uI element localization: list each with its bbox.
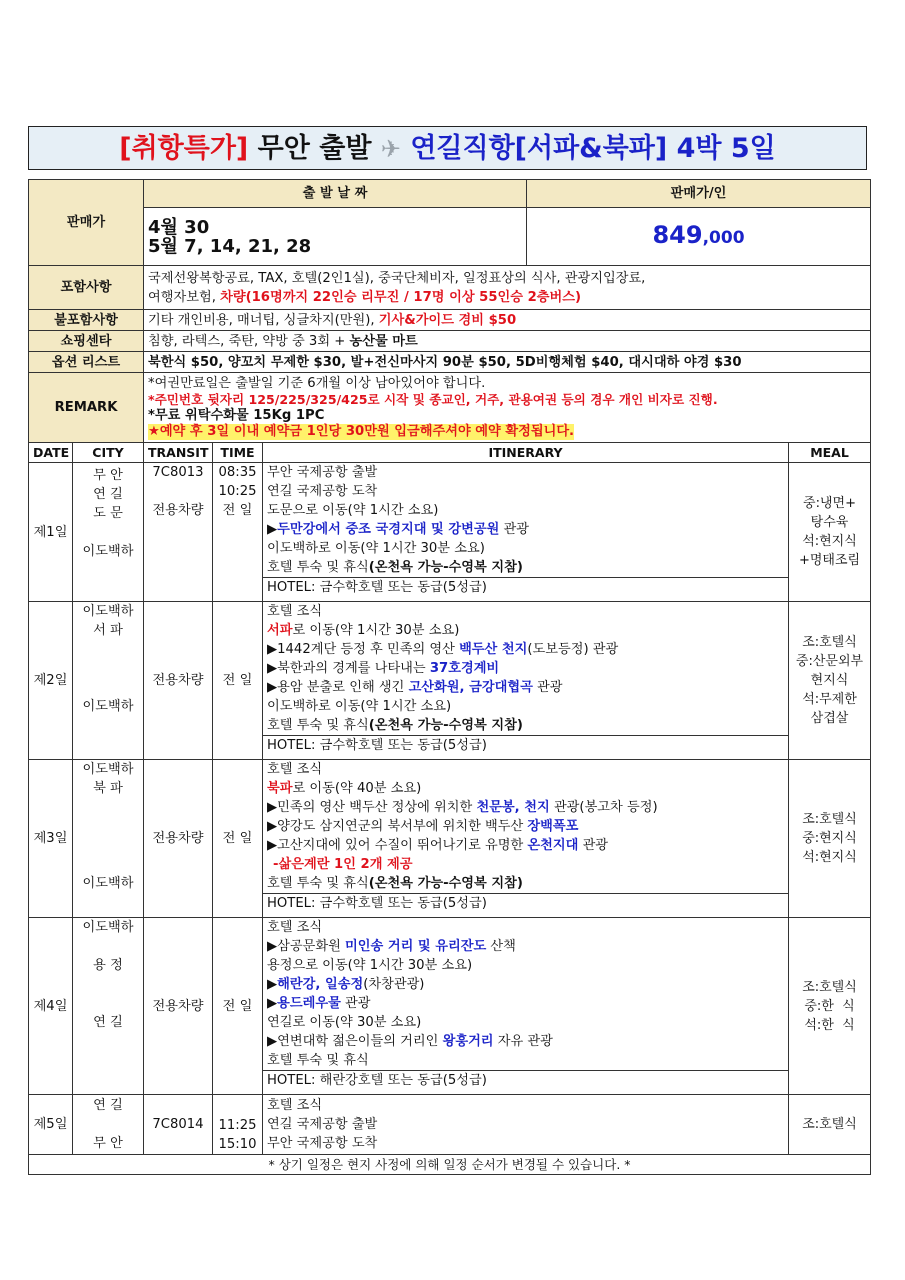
itinerary-item: 도문으로 이동(약 1시간 소요) [267, 503, 439, 518]
departure-dates [144, 208, 527, 266]
options-text: 북한식 $50, 양꼬치 무제한 $30, 발+전신마사지 90분 $50, 5D비행체험 $40, 대시대하 야경 $30 [144, 352, 871, 373]
itinerary-item: 연길 국제공항 출발 [267, 1117, 378, 1132]
day-transit: 전용차량 [144, 918, 213, 1095]
day-itinerary [263, 760, 789, 918]
day-cities [73, 463, 144, 602]
price-header: 판매가/인 [527, 180, 871, 208]
city: 이도백하 [82, 876, 134, 891]
meal: 현지식 [810, 673, 849, 688]
text: 호텔 투숙 및 휴식 [267, 718, 369, 733]
text: 호텔 투숙 및 휴식 [267, 876, 369, 891]
itinerary-item [267, 678, 784, 697]
city: 연 길 [93, 1015, 123, 1030]
included-vehicle: 차량(16명까지 22인승 리무진 / 17명 이상 55인승 2층버스) [220, 289, 581, 305]
itinerary-item: 무안 국제공항 도착 [267, 1136, 378, 1151]
city: 서 파 [93, 623, 123, 638]
flight-number: 7C8013 [152, 465, 204, 480]
col-city: CITY [73, 443, 144, 463]
city [77, 975, 139, 994]
itinerary-table [28, 179, 871, 1175]
transit [148, 482, 208, 501]
day-label: 제2일 [29, 602, 73, 760]
text: (도보등정) 관광 [527, 642, 619, 657]
highlight: 온천지대 [527, 838, 579, 853]
day-cities [73, 918, 144, 1095]
highlight: 백두산 천지 [459, 642, 528, 657]
day-transit: 7C8014 [144, 1095, 213, 1155]
city: 이도백하 [82, 699, 134, 714]
day-time: 전 일 [213, 602, 263, 760]
city: 이도백하 [82, 604, 134, 619]
transit: 전용차량 [152, 503, 204, 518]
city: 이도백하 [82, 762, 134, 777]
text: 관광(봉고차 등정) [549, 800, 658, 815]
meal: 중:냉면+ [803, 496, 856, 511]
city [77, 994, 139, 1013]
time: 15:10 [218, 1137, 257, 1152]
time: 10:25 [218, 484, 257, 499]
itinerary-item: 이도백하로 이동(약 1시간 30분 소요) [267, 541, 485, 556]
day-time [213, 463, 263, 602]
meal: 조:호텔식 [802, 979, 857, 995]
remark-line: *무료 위탁수화물 15Kg 1PC [148, 407, 325, 423]
remark-line: ★예약 후 3일 이내 예약금 1인당 30만원 입금해주셔야 예약 확정됩니다. [148, 423, 575, 439]
meal: 중:현지식 [802, 831, 857, 846]
text: ▶고산지대에 있어 수질이 뛰어나기로 유명한 [267, 838, 528, 853]
city [77, 836, 139, 855]
itinerary-item [267, 798, 784, 817]
itinerary-item: 호텔 조식 [267, 604, 323, 619]
meal: 석:한 식 [804, 1017, 855, 1033]
time: 11:25 [218, 1118, 257, 1133]
excluded-a: 기타 개인비용, 매너팁, 싱글차지(만원), [148, 312, 379, 328]
itinerary-item [267, 836, 784, 855]
remark-text [144, 373, 871, 443]
included-text [144, 266, 871, 310]
bullet: ▶ [267, 996, 278, 1011]
highlight: 장백폭포 [527, 819, 579, 834]
text: 자유 관광 [493, 1034, 553, 1049]
day-cities [73, 760, 144, 918]
highlight: 서파 [267, 623, 293, 638]
text: ▶용암 분출로 인해 생긴 [267, 680, 409, 695]
included-label: 포함사항 [29, 266, 144, 310]
city [77, 580, 139, 599]
meal: 탕수육 [810, 515, 849, 530]
text: 관광 [578, 838, 609, 853]
text: ▶연변대학 젊은이들의 거리인 [267, 1034, 443, 1049]
hotel-info: HOTEL: 금수학호텔 또는 동급(5성급) [263, 893, 788, 913]
meal: 조:호텔식 [802, 635, 857, 650]
day-meal [789, 463, 871, 602]
excluded-label: 불포함사항 [29, 310, 144, 331]
title-promo: [취항특가] [119, 133, 249, 164]
excluded-text [144, 310, 871, 331]
itinerary-item [267, 937, 784, 956]
itinerary-item: 연길로 이동(약 30분 소요) [267, 1015, 422, 1030]
remark-label: REMARK [29, 373, 144, 443]
day-itinerary [263, 1095, 789, 1155]
options-label: 옵션 리스트 [29, 352, 144, 373]
day-meal: 조:호텔식 [789, 1095, 871, 1155]
city [77, 678, 139, 697]
shopping-a: 침향, 라텍스, 죽탄, 약방 중 3회 + [148, 333, 350, 349]
highlight: 고산화원, 금강대협곡 [408, 680, 533, 695]
meal: 석:현지식 [802, 850, 857, 865]
highlight: 미인송 거리 및 유리잔도 [345, 939, 487, 954]
itinerary-item: 용정으로 이동(약 1시간 30분 소요) [267, 958, 473, 973]
text: ▶양강도 삼지연군의 북서부에 위치한 백두산 [267, 819, 528, 834]
shopping-text [144, 331, 871, 352]
itinerary-item: 연길 국제공항 도착 [267, 484, 378, 499]
airplane-icon: ✈ [380, 135, 401, 163]
dates-line: 4월 30 [148, 216, 210, 238]
city [77, 1115, 139, 1134]
day-label: 제5일 [29, 1095, 73, 1155]
city: 북 파 [93, 781, 123, 796]
meal: 석:무제한 [802, 692, 857, 707]
itinerary-item: -삶은계란 1인 2개 제공 [273, 857, 413, 872]
day-cities [73, 602, 144, 760]
text: 관광 [532, 680, 563, 695]
text: ▶북한과의 경계를 나타내는 [267, 661, 430, 676]
page-title [28, 126, 867, 170]
highlight: 용드레우물 [277, 996, 341, 1011]
text: 호텔 투숙 및 휴식 [267, 560, 369, 575]
city [77, 640, 139, 659]
day-label: 제3일 [29, 760, 73, 918]
highlight: (온천욕 가능-수영복 지참) [368, 560, 523, 575]
day-itinerary [263, 602, 789, 760]
city: 도 문 [93, 505, 123, 521]
meal: 석:현지식 [802, 534, 857, 549]
day-transit: 전용차량 [144, 602, 213, 760]
day-transit [144, 463, 213, 602]
col-transit: TRANSIT [144, 443, 213, 463]
meal: 중:산문외부 [795, 654, 864, 669]
day-cities [73, 1095, 144, 1155]
highlight: 해란강, 일송정 [277, 977, 364, 992]
itinerary-item [267, 874, 784, 893]
highlight: 북파 [267, 781, 293, 796]
col-itinerary: ITINERARY [263, 443, 789, 463]
itinerary-item [267, 640, 784, 659]
remark-line: *주민번호 뒷자리 125/225/325/425로 시작 및 종교인, 거주, 관용여권 등의 경우 개인 비자로 진행. [148, 391, 718, 407]
day-time [213, 1095, 263, 1155]
text: 로 이동(약 40분 소요) [292, 781, 422, 796]
text: ▶삼공문화원 [267, 939, 346, 954]
bullet: ▶ [267, 977, 278, 992]
city: 용 정 [93, 958, 123, 973]
itinerary-item [267, 520, 784, 539]
included-line [148, 288, 866, 307]
highlight: 천문봉, 천지 [476, 800, 550, 815]
itinerary-item: 호텔 조식 [267, 762, 323, 777]
meal: +명태조림 [798, 553, 861, 568]
title-departure: 무안 출발 [257, 133, 372, 164]
included-line: 국제선왕복항공료, TAX, 호텔(2인1실), 중국단체비자, 일정표상의 식사, 관광지입장료, [148, 270, 646, 286]
text: 관광 [340, 996, 371, 1011]
price-tail: ,000 [702, 227, 745, 248]
itinerary-item [267, 1032, 784, 1051]
dates-line: 5월 7, 14, 21, 28 [148, 235, 312, 257]
itinerary-item [267, 621, 784, 640]
itinerary-item: 호텔 투숙 및 휴식 [267, 1053, 369, 1068]
day-time: 전 일 [213, 918, 263, 1095]
city: 무 안 [93, 1136, 123, 1151]
col-time: TIME [213, 443, 263, 463]
itinerary-item [267, 779, 784, 798]
hotel-info: HOTEL: 금수학호텔 또는 동급(5성급) [263, 577, 788, 597]
city [77, 659, 139, 678]
city [77, 798, 139, 817]
itinerary-item: 무안 국제공항 출발 [267, 465, 378, 480]
day-transit: 전용차량 [144, 760, 213, 918]
day-itinerary [263, 463, 789, 602]
day-meal [789, 602, 871, 760]
highlight: 왕훙거리 [442, 1034, 494, 1049]
day-row [29, 918, 871, 1095]
city: 이도백하 [82, 920, 134, 935]
highlight: (온천욕 가능-수영복 지참) [368, 876, 523, 891]
text: (차창관광) [363, 977, 425, 992]
itinerary-item: 호텔 조식 [267, 920, 323, 935]
day-meal [789, 918, 871, 1095]
city [77, 561, 139, 580]
time: 08:35 [218, 465, 257, 480]
meal: 중:한 식 [804, 998, 855, 1014]
hotel-info: HOTEL: 금수학호텔 또는 동급(5성급) [263, 735, 788, 755]
included-insurance: 여행자보험, [148, 289, 221, 305]
itinerary-item [267, 659, 784, 678]
text: 산책 [486, 939, 516, 954]
shopping-label: 쇼핑센타 [29, 331, 144, 352]
itinerary-item [267, 716, 784, 735]
city [77, 855, 139, 874]
day-row [29, 463, 871, 602]
meal: 조:호텔식 [802, 812, 857, 827]
meal: 삼겹살 [810, 711, 849, 726]
city [77, 523, 139, 542]
day-row [29, 602, 871, 760]
itinerary-item [267, 994, 784, 1013]
bullet: ▶ [267, 522, 278, 537]
footer-note: * 상기 일정은 현지 사정에 의해 일정 순서가 변경될 수 있습니다. * [29, 1155, 871, 1175]
day-itinerary [263, 918, 789, 1095]
text: 관광 [499, 522, 530, 537]
city: 이도백하 [82, 543, 134, 559]
day-row [29, 1095, 871, 1155]
day-label: 제4일 [29, 918, 73, 1095]
day-meal [789, 760, 871, 918]
highlight: 두만강에서 중조 국경지대 및 강변공원 [277, 522, 500, 537]
day-label: 제1일 [29, 463, 73, 602]
hotel-info: HOTEL: 해란강호텔 또는 동급(5성급) [263, 1070, 788, 1090]
price-value [527, 208, 871, 266]
sale-label: 판매가 [29, 180, 144, 266]
text: ▶1442계단 등정 후 민족의 영산 [267, 642, 460, 657]
text: ▶민족의 영산 백두산 정상에 위치한 [267, 800, 477, 815]
remark-line: *여권만료일은 출발일 기준 6개월 이상 남아있어야 합니다. [148, 375, 486, 391]
itinerary-item [267, 975, 784, 994]
shopping-b: 농산물 마트 [349, 333, 418, 349]
date-header: 출 발 날 짜 [144, 180, 527, 208]
city [77, 817, 139, 836]
day-time: 전 일 [213, 760, 263, 918]
city: 연 길 [93, 1098, 123, 1113]
itinerary-item [267, 817, 784, 836]
title-destination: 연길직항[서파&북파] 4박 5일 [410, 133, 776, 164]
price-main: 849 [652, 220, 703, 249]
itinerary-item [267, 558, 784, 577]
time: 전 일 [222, 503, 253, 518]
itinerary-item: 이도백하로 이동(약 1시간 소요) [267, 699, 452, 714]
day-row [29, 760, 871, 918]
highlight: 37호경계비 [429, 661, 500, 676]
city [77, 937, 139, 956]
itinerary-item: 호텔 조식 [267, 1098, 323, 1113]
city: 무 안 [93, 467, 123, 483]
col-date: DATE [29, 443, 73, 463]
city: 연 길 [93, 486, 123, 502]
col-meal: MEAL [789, 443, 871, 463]
text: 로 이동(약 1시간 30분 소요) [292, 623, 460, 638]
excluded-b: 기사&가이드 경비 $50 [378, 312, 517, 328]
highlight: (온천욕 가능-수영복 지참) [368, 718, 523, 733]
